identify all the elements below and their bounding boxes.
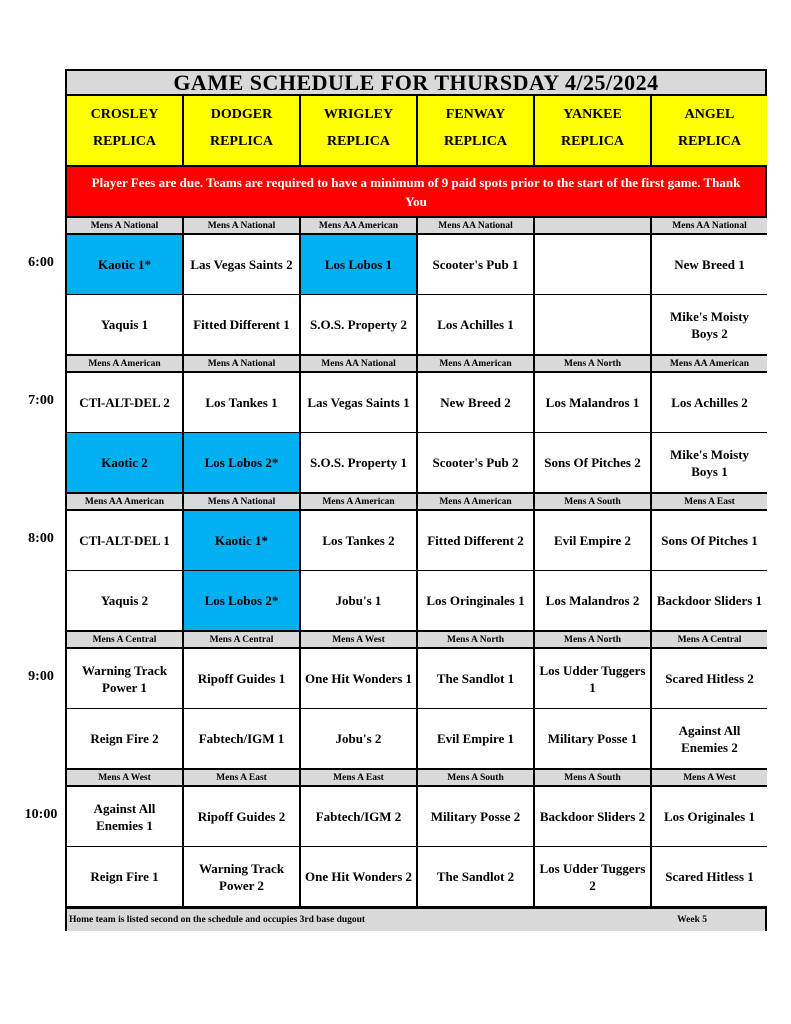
away-team: Las Vegas Saints 1	[301, 373, 416, 432]
time-label: 9:00	[28, 669, 54, 684]
division-label: Mens A National	[184, 218, 299, 233]
away-team: Los Tankes 1	[184, 373, 299, 432]
time-label: 8:00	[28, 531, 54, 546]
home-team: Scooter's Pub 2	[418, 433, 533, 492]
away-team: Fabtech/IGM 2	[301, 787, 416, 846]
division-label: Mens A South	[535, 494, 650, 509]
division-label: Mens A North	[535, 632, 650, 647]
division-label: Mens A American	[67, 356, 182, 371]
park-subtitle: REPLICA	[209, 133, 273, 149]
division-label: Mens A East	[184, 770, 299, 785]
park-subtitle: REPLICA	[92, 133, 156, 149]
park-header-wrigley	[301, 96, 416, 165]
park-name: FENWAY	[445, 107, 506, 123]
division-label: Mens A West	[301, 632, 416, 647]
division-label: Mens A North	[418, 632, 533, 647]
time-label: 10:00	[24, 807, 58, 822]
home-team: One Hit Wonders 2	[301, 847, 416, 906]
away-team: Evil Empire 2	[535, 511, 650, 570]
park-header-fenway	[418, 96, 533, 165]
division-label: Mens AA American	[652, 356, 767, 371]
home-team: Against All Enemies 2	[652, 709, 767, 768]
away-team: Las Vegas Saints 2	[184, 235, 299, 294]
home-team: Fabtech/IGM 1	[184, 709, 299, 768]
division-label: Mens A American	[418, 494, 533, 509]
home-team: Los Oringinales 1	[418, 571, 533, 630]
fee-notice-banner: Player Fees are due. Teams are required to have a minimum of 9 paid spots prior to the start of the first game. Thank You	[67, 167, 765, 216]
home-team: S.O.S. Property 2	[301, 295, 416, 354]
park-header-dodger	[184, 96, 299, 165]
away-team: Los Lobos 1	[301, 235, 416, 294]
home-team: Mike's Moisty Boys 2	[652, 295, 767, 354]
division-label: Mens A North	[535, 356, 650, 371]
home-team: Reign Fire 1	[67, 847, 182, 906]
division-label: Mens AA National	[301, 356, 416, 371]
away-team: The Sandlot 1	[418, 649, 533, 708]
away-team: CTl-ALT-DEL 1	[67, 511, 182, 570]
away-team: Los Malandros 1	[535, 373, 650, 432]
away-team: CTl-ALT-DEL 2	[67, 373, 182, 432]
park-subtitle: REPLICA	[443, 133, 507, 149]
home-team: The Sandlot 2	[418, 847, 533, 906]
home-team: Los Malandros 2	[535, 571, 650, 630]
home-team: Jobu's 2	[301, 709, 416, 768]
division-label: Mens A American	[418, 356, 533, 371]
home-team: Warning Track Power 2	[184, 847, 299, 906]
division-label: Mens A East	[652, 494, 767, 509]
home-team: Scared Hitless 1	[652, 847, 767, 906]
away-team: Backdoor Sliders 2	[535, 787, 650, 846]
footer-bar	[67, 909, 765, 931]
home-team: Backdoor Sliders 1	[652, 571, 767, 630]
home-team: Evil Empire 1	[418, 709, 533, 768]
park-subtitle: REPLICA	[326, 133, 390, 149]
division-label: Mens AA American	[301, 218, 416, 233]
home-team: Los Lobos 2*	[184, 433, 299, 492]
away-team: Kaotic 1*	[67, 235, 182, 294]
week-label: Week 5	[677, 915, 707, 925]
park-subtitle: REPLICA	[560, 133, 624, 149]
division-label: Mens AA National	[652, 218, 767, 233]
away-team: Sons Of Pitches 1	[652, 511, 767, 570]
away-team	[535, 235, 650, 294]
park-header-yankee	[535, 96, 650, 165]
away-team: New Breed 1	[652, 235, 767, 294]
division-label: Mens A Central	[652, 632, 767, 647]
away-team: Scared Hitless 2	[652, 649, 767, 708]
time-label: 7:00	[28, 393, 54, 408]
away-team: Military Posse 2	[418, 787, 533, 846]
division-label: Mens AA American	[67, 494, 182, 509]
home-team: Kaotic 2	[67, 433, 182, 492]
division-label: Mens A National	[184, 356, 299, 371]
park-name: WRIGLEY	[323, 107, 394, 123]
home-team: Yaquis 2	[67, 571, 182, 630]
home-team: Sons Of Pitches 2	[535, 433, 650, 492]
away-team: Los Udder Tuggers 1	[535, 649, 650, 708]
away-team: Warning Track Power 1	[67, 649, 182, 708]
park-header-angel	[652, 96, 767, 165]
division-label: Mens A National	[67, 218, 182, 233]
park-subtitle: REPLICA	[677, 133, 741, 149]
home-team: Yaquis 1	[67, 295, 182, 354]
division-label: Mens A South	[535, 770, 650, 785]
home-team: Reign Fire 2	[67, 709, 182, 768]
away-team: Los Achilles 2	[652, 373, 767, 432]
home-team: Military Posse 1	[535, 709, 650, 768]
division-label: Mens A West	[67, 770, 182, 785]
home-team: S.O.S. Property 1	[301, 433, 416, 492]
division-label	[535, 218, 650, 233]
away-team: Los Originales 1	[652, 787, 767, 846]
away-team: Los Tankes 2	[301, 511, 416, 570]
away-team: One Hit Wonders 1	[301, 649, 416, 708]
park-name: YANKEE	[563, 107, 622, 123]
home-team	[535, 295, 650, 354]
footer-note: Home team is listed second on the schedule and occupies 3rd base dugout	[69, 915, 366, 925]
home-team: Los Lobos 2*	[184, 571, 299, 630]
home-team: Los Udder Tuggers 2	[535, 847, 650, 906]
park-header-crosley	[67, 96, 182, 165]
division-label: Mens A Central	[67, 632, 182, 647]
home-team: Mike's Moisty Boys 1	[652, 433, 767, 492]
park-name: DODGER	[210, 107, 273, 123]
division-label: Mens A East	[301, 770, 416, 785]
park-name: CROSLEY	[90, 107, 159, 123]
away-team: Ripoff Guides 2	[184, 787, 299, 846]
away-team: Ripoff Guides 1	[184, 649, 299, 708]
division-label: Mens A South	[418, 770, 533, 785]
away-team: Fitted Different 2	[418, 511, 533, 570]
home-team: Fitted Different 1	[184, 295, 299, 354]
park-name: ANGEL	[684, 107, 735, 123]
schedule-table	[65, 69, 767, 931]
away-team: Against All Enemies 1	[67, 787, 182, 846]
division-label: Mens AA National	[418, 218, 533, 233]
away-team: Kaotic 1*	[184, 511, 299, 570]
time-label: 6:00	[28, 255, 54, 270]
division-label: Mens A National	[184, 494, 299, 509]
home-team: Jobu's 1	[301, 571, 416, 630]
home-team: Los Achilles 1	[418, 295, 533, 354]
division-label: Mens A West	[652, 770, 767, 785]
away-team: Scooter's Pub 1	[418, 235, 533, 294]
division-label: Mens A American	[301, 494, 416, 509]
away-team: New Breed 2	[418, 373, 533, 432]
page-title: GAME SCHEDULE FOR THURSDAY 4/25/2024	[67, 71, 765, 94]
division-label: Mens A Central	[184, 632, 299, 647]
